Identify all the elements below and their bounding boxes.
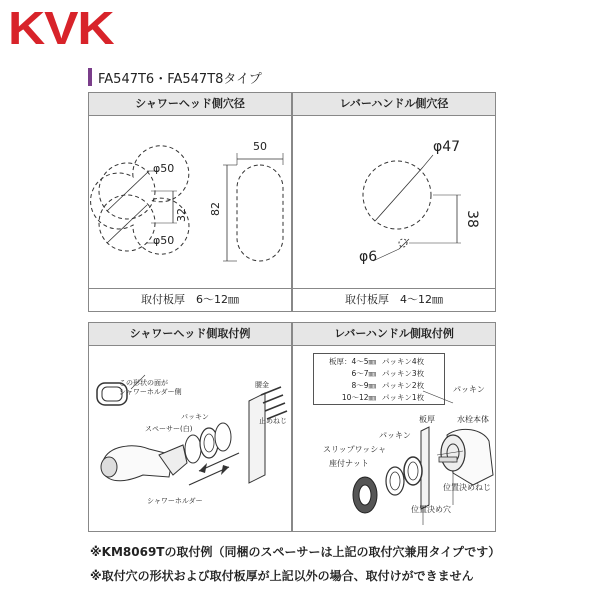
label-slip-washer: スリップワッシャ xyxy=(323,445,387,454)
label-positioning-hole: 位置決め穴 xyxy=(411,505,451,514)
dim-diameter-bottom: φ50 xyxy=(153,234,175,247)
panel-footer: 取付板厚 6〜12㎜ xyxy=(89,288,291,311)
note-2: ※取付穴の形状および取付板厚が上記以外の場合、取付けができません xyxy=(90,569,474,583)
label-seat-nut: 座付ナット xyxy=(329,459,369,468)
table-thickness: 8〜9㎜ xyxy=(351,381,376,390)
table-thickness: 10〜12㎜ xyxy=(341,393,376,402)
dim-small-diameter: φ6 xyxy=(359,249,378,265)
lever-example-panel xyxy=(292,322,496,532)
dim-oval-height: 82 xyxy=(209,202,222,216)
model-title: FA547T6・FA547T8タイプ xyxy=(98,72,262,87)
label-packing: パッキン xyxy=(181,413,209,421)
panel-title: レバーハンドル側穴径 xyxy=(293,93,495,116)
dim-offset: 38 xyxy=(463,210,480,228)
label-board-thickness: 板厚 xyxy=(419,415,435,424)
shower-hole-panel xyxy=(88,92,292,312)
label-stop-screw: 止めねじ xyxy=(259,417,287,425)
label-counter: 腰金 xyxy=(255,381,269,389)
label-packing-right: パッキン xyxy=(453,385,485,394)
lever-hole-panel xyxy=(292,92,496,312)
spacer-note: この形状の面が シャワーホルダー側 xyxy=(119,379,182,396)
label-positioning-screw: 位置決めねじ xyxy=(443,483,491,492)
label-faucet-body: 水栓本体 xyxy=(457,415,489,424)
panel-title: シャワーヘッド側取付例 xyxy=(89,323,291,346)
dim-main-diameter: φ47 xyxy=(433,139,461,155)
dim-oval-width: 50 xyxy=(253,140,267,153)
dim-diameter-top: φ50 xyxy=(153,162,175,175)
panel-title: シャワーヘッド側穴径 xyxy=(89,93,291,116)
label-shower-holder: シャワーホルダー xyxy=(147,497,203,505)
dim-center-gap: 32 xyxy=(175,208,188,222)
model-title-bar xyxy=(88,68,262,86)
panel-footer: 取付板厚 4〜12㎜ xyxy=(293,288,495,311)
label-packing: パッキン xyxy=(379,431,411,440)
lever-hole-drawing xyxy=(293,115,497,291)
table-thickness: 板厚：4〜5㎜ xyxy=(328,357,376,366)
table-packing: パッキン4枚 xyxy=(382,357,425,366)
table-packing: パッキン2枚 xyxy=(382,381,425,390)
note-1: ※KM8069Tの取付例（同梱のスペーサーは上記の取付穴兼用タイプです） xyxy=(90,545,501,559)
panel-title: レバーハンドル側取付例 xyxy=(293,323,495,346)
table-packing: パッキン3枚 xyxy=(382,369,425,378)
shower-example-panel xyxy=(88,322,292,532)
table-packing: パッキン1枚 xyxy=(382,393,425,402)
label-spacer: スペーサー(白) xyxy=(145,425,193,433)
brand-logo: KVK xyxy=(8,2,114,54)
table-thickness: 6〜7㎜ xyxy=(351,369,376,378)
